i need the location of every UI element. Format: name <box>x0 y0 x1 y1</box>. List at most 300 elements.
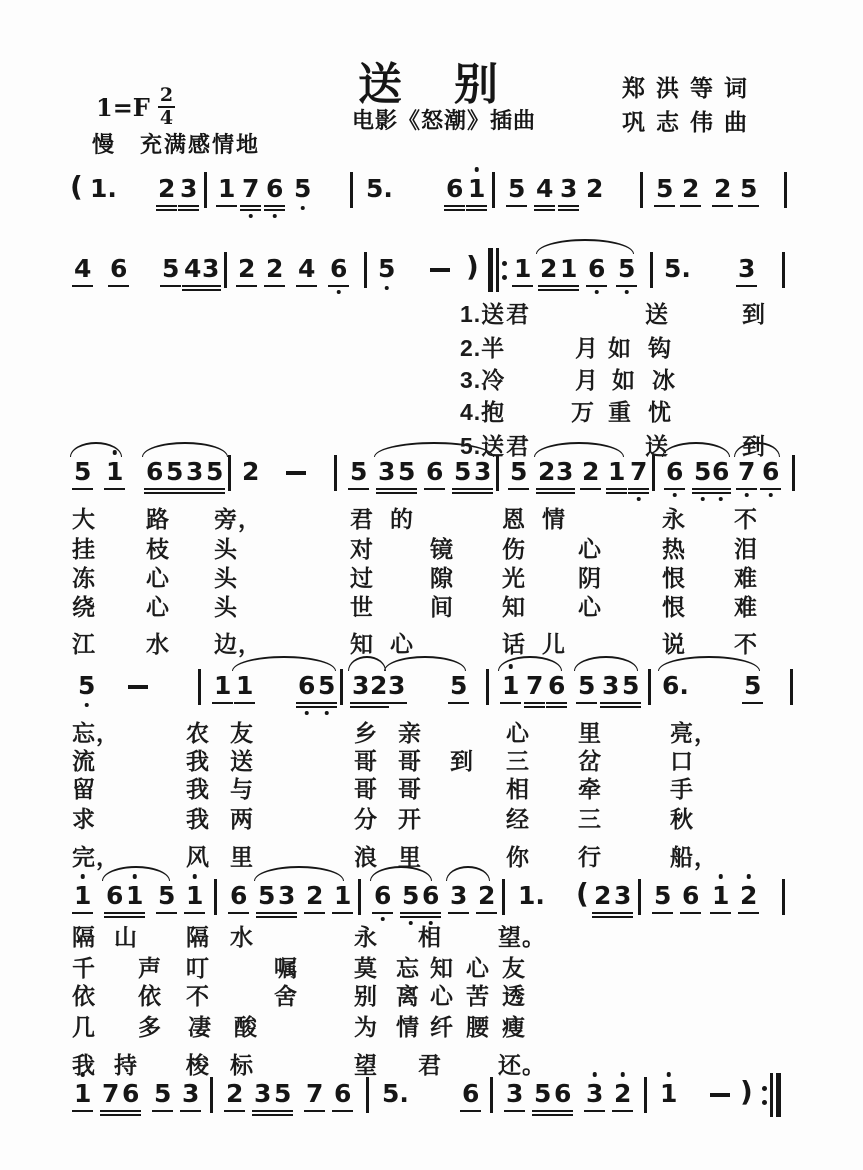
lyric-syllable: 1.送 <box>460 301 506 327</box>
note: 2 <box>242 457 260 486</box>
beam-underline <box>680 205 701 207</box>
slur-arc <box>254 866 344 881</box>
note: 7 <box>630 458 647 486</box>
lyric-syllable: 恩 <box>502 506 526 532</box>
beam-underline <box>538 285 559 287</box>
octave-dot-below <box>672 493 677 498</box>
lyric-syllable: 儿 <box>542 631 566 657</box>
note: 6 <box>330 255 347 283</box>
lyric-syllable: 不 <box>734 631 758 657</box>
beam-underline <box>420 912 441 914</box>
note: 2 <box>582 458 599 486</box>
beam-underline <box>710 912 731 914</box>
lyric-syllable: 难 <box>734 565 758 591</box>
lyric-syllable: 相 <box>418 924 442 950</box>
beam-underline <box>200 285 221 287</box>
beam-underline <box>332 912 353 914</box>
barline <box>640 172 643 208</box>
lyric-syllable: 5.送 <box>460 433 506 459</box>
barline <box>334 455 337 491</box>
lyric-syllable: 分 <box>354 806 378 832</box>
beam-underline <box>328 285 349 287</box>
beam-underline <box>532 1114 553 1116</box>
note: 6. <box>662 671 689 700</box>
beam-underline <box>276 916 297 918</box>
tempo-marking: 慢 充满感情地 <box>92 132 261 157</box>
slur-arc <box>662 442 730 457</box>
barline <box>364 252 367 288</box>
beam-underline <box>524 702 545 704</box>
beam-underline <box>616 285 637 287</box>
lyric-syllable: 隔 <box>72 924 96 950</box>
beam-underline <box>200 289 221 291</box>
lyric-syllable: 我 <box>186 776 210 802</box>
lyric-syllable: 三 <box>578 806 602 832</box>
beam-underline <box>144 492 165 494</box>
note: 6 <box>712 458 729 486</box>
beam-underline <box>272 1110 293 1112</box>
lyric-syllable: 热 <box>662 536 686 562</box>
lyric-syllable: 永 <box>662 506 686 532</box>
beam-underline <box>376 492 397 494</box>
beam-underline <box>180 1110 201 1112</box>
beam-underline <box>72 285 93 287</box>
note: 7 <box>242 175 259 203</box>
note: 3 <box>202 255 219 283</box>
octave-dot-below <box>272 214 277 219</box>
beam-underline <box>558 209 579 211</box>
lyric-syllable: 旁， <box>214 506 262 532</box>
lyric-syllable: 山 <box>114 924 138 950</box>
note: 3 <box>506 1080 523 1108</box>
lyric-syllable: 忘 <box>396 955 420 981</box>
lyric-syllable: 话 <box>502 631 526 657</box>
lyric-syllable: 求 <box>72 806 96 832</box>
lyric-syllable: 冰 <box>652 367 676 393</box>
beam-underline <box>124 912 145 914</box>
note: 6 <box>426 458 443 486</box>
octave-dot-below <box>324 711 329 716</box>
lyric-syllable: 莫 <box>354 955 378 981</box>
beam-underline <box>558 205 579 207</box>
lyric-syllable: 边， <box>214 631 262 657</box>
note: 5 <box>158 882 175 910</box>
beam-underline <box>512 285 533 287</box>
repeat-dots <box>762 1086 767 1105</box>
note: 5 <box>402 882 419 910</box>
lyric-syllable: 隔 <box>186 924 210 950</box>
note: 5 <box>162 255 179 283</box>
barline <box>790 669 793 705</box>
beam-underline <box>654 205 675 207</box>
lyric-syllable: 心 <box>430 983 454 1009</box>
lyric-syllable: 亮， <box>670 720 718 746</box>
lyric-syllable: 知 <box>502 594 526 620</box>
barline <box>358 879 361 915</box>
note: 1 <box>126 882 143 910</box>
note: 5 <box>274 1080 291 1108</box>
lyric-syllable: 依 <box>138 983 162 1009</box>
lyric-syllable: 光 <box>502 565 526 591</box>
beam-underline <box>256 912 277 914</box>
lyric-syllable: 风 <box>186 844 210 870</box>
beam-underline <box>276 912 297 914</box>
note: 1 <box>660 1080 677 1108</box>
beam-underline <box>712 205 733 207</box>
beam-underline <box>124 916 145 918</box>
lyric-syllable: 重 <box>608 399 632 425</box>
lyric-syllable: 恨 <box>662 565 686 591</box>
barline <box>204 172 207 208</box>
barline <box>784 172 787 208</box>
note: 6 <box>334 1080 351 1108</box>
beam-underline <box>612 1110 633 1112</box>
lyric-syllable: 不 <box>186 983 210 1009</box>
beam-underline <box>72 488 93 490</box>
beam-underline <box>164 488 185 490</box>
octave-dot-above <box>718 874 723 879</box>
lyric-syllable: 农 <box>186 720 210 746</box>
lyric-syllable: 梭 <box>186 1052 210 1078</box>
note: 3 <box>560 175 577 203</box>
note: 1 <box>560 255 577 283</box>
beam-underline <box>348 488 369 490</box>
lyric-syllable: 到 <box>742 433 766 459</box>
lyric-syllable: 持 <box>114 1052 138 1078</box>
note: 6 <box>298 672 315 700</box>
lyric-syllable: 望 <box>354 1052 378 1078</box>
lyric-syllable: 与 <box>230 776 254 802</box>
lyric-syllable: 恨 <box>662 594 686 620</box>
beam-underline <box>332 1110 353 1112</box>
beam-underline <box>592 916 613 918</box>
beam-underline <box>448 912 469 914</box>
beam-underline <box>500 702 521 704</box>
octave-dot-above <box>80 874 85 879</box>
lyric-syllable: 瘦 <box>502 1014 526 1040</box>
beam-underline <box>466 209 487 211</box>
note: 2 <box>158 175 175 203</box>
beam-underline <box>264 285 285 287</box>
lyric-syllable: 4.抱 <box>460 399 506 425</box>
lyric-syllable: 哥 <box>354 776 378 802</box>
lyric-syllable: 留 <box>72 776 96 802</box>
duration-dash <box>128 685 148 689</box>
beam-underline <box>272 1114 293 1116</box>
note: 5 <box>318 672 335 700</box>
beam-underline <box>178 205 199 207</box>
note: 5 <box>378 255 395 283</box>
lyric-syllable: 离 <box>396 983 420 1009</box>
beam-underline <box>304 1110 325 1112</box>
repeat-thin-bar <box>496 248 499 292</box>
note: 3 <box>556 458 573 486</box>
barline <box>340 669 343 705</box>
lyric-syllable: 为 <box>354 1014 378 1040</box>
note: 6 <box>374 882 391 910</box>
lyric-syllable: 我 <box>186 748 210 774</box>
beam-underline <box>372 912 393 914</box>
octave-dot-below <box>300 206 305 211</box>
octave-dot-below <box>304 711 309 716</box>
lyric-syllable: 相 <box>506 776 530 802</box>
note: 3 <box>378 458 395 486</box>
note: 6 <box>146 458 163 486</box>
beam-underline <box>184 492 205 494</box>
note: 2 <box>306 882 323 910</box>
repeat-end-sign <box>762 1073 781 1117</box>
beam-underline <box>376 488 397 490</box>
beam-underline <box>508 488 529 490</box>
lyric-syllable: 隙 <box>430 565 454 591</box>
note: 5 <box>622 672 639 700</box>
note: 3 <box>352 672 369 700</box>
lyric-syllable: 如 <box>612 367 636 393</box>
octave-dot-below <box>768 493 773 498</box>
note: 6 <box>110 255 127 283</box>
lyric-syllable: 秋 <box>670 806 694 832</box>
beam-underline <box>296 706 317 708</box>
lyric-syllable: 透 <box>502 983 526 1009</box>
song-title: 送别 <box>358 60 550 109</box>
lyric-syllable: 还。 <box>498 1052 546 1078</box>
beam-underline <box>184 912 205 914</box>
lyric-syllable: 君 <box>350 506 374 532</box>
beam-underline <box>504 1110 525 1112</box>
beam-underline <box>396 488 417 490</box>
beam-underline <box>104 916 125 918</box>
lyric-syllable: 开 <box>398 806 422 832</box>
beam-underline <box>680 912 701 914</box>
beam-underline <box>472 488 493 490</box>
repeat-dots <box>502 261 507 280</box>
beam-underline <box>466 205 487 207</box>
barline <box>224 252 227 288</box>
duration-dash <box>286 471 306 475</box>
octave-dot-below <box>84 703 89 708</box>
beam-underline <box>546 702 567 704</box>
note: 5. <box>664 254 691 283</box>
beam-underline <box>552 1114 573 1116</box>
note: 5 <box>508 175 525 203</box>
beam-underline <box>156 912 177 914</box>
lyric-syllable: 依 <box>72 983 96 1009</box>
note: 6 <box>554 1080 571 1108</box>
lyric-syllable: 伤 <box>502 536 526 562</box>
lyric-syllable: 知 <box>430 955 454 981</box>
note: 2 <box>614 1080 631 1108</box>
beam-underline <box>304 912 325 914</box>
lyric-syllable: 多 <box>138 1014 162 1040</box>
note: 5 <box>656 175 673 203</box>
octave-dot-below <box>744 493 749 498</box>
repeat-thin-bar <box>770 1073 773 1117</box>
beam-underline <box>620 706 641 708</box>
barline <box>644 1077 647 1113</box>
note: 6 <box>462 1080 479 1108</box>
lyric-syllable: 永 <box>354 924 378 950</box>
slur-arc <box>534 442 624 457</box>
lyric-syllable: 岔 <box>578 748 602 774</box>
lyric-syllable: 里 <box>578 720 602 746</box>
lyric-syllable: 完， <box>72 844 120 870</box>
beam-underline <box>184 488 205 490</box>
note: 4 <box>298 255 315 283</box>
lyric-syllable: 纤 <box>430 1014 454 1040</box>
beam-underline <box>586 285 607 287</box>
beam-underline <box>316 702 337 704</box>
parenthesis: ( <box>576 877 589 910</box>
barline <box>198 669 201 705</box>
note: 1 <box>218 175 235 203</box>
beam-underline <box>156 209 177 211</box>
octave-dot-above <box>192 874 197 879</box>
note: 2 <box>226 1080 243 1108</box>
beam-underline <box>452 488 473 490</box>
lyric-syllable: 镜 <box>430 536 454 562</box>
lyric-syllable: 泪 <box>734 536 758 562</box>
beam-underline <box>120 1114 141 1116</box>
beam-underline <box>736 488 757 490</box>
beam-underline <box>612 916 633 918</box>
beam-underline <box>460 1110 481 1112</box>
octave-dot-above <box>746 874 751 879</box>
lyric-syllable: 心 <box>390 631 414 657</box>
beam-underline <box>558 285 579 287</box>
beam-underline <box>164 492 185 494</box>
beam-underline <box>296 285 317 287</box>
beam-underline <box>534 209 555 211</box>
lyric-syllable: 阴 <box>578 565 602 591</box>
beam-underline <box>100 1110 121 1112</box>
beam-underline <box>620 702 641 704</box>
note: 2 <box>238 255 255 283</box>
barline <box>490 1077 493 1113</box>
barline <box>210 1077 213 1113</box>
lyric-syllable: 牵 <box>578 776 602 802</box>
beam-underline <box>538 289 559 291</box>
lyric-syllable: 哥 <box>398 748 422 774</box>
note: 2 <box>714 175 731 203</box>
beam-underline <box>738 205 759 207</box>
lyric-syllable: 情 <box>542 506 566 532</box>
duration-dash <box>710 1093 730 1097</box>
octave-dot-below <box>336 290 341 295</box>
note: 1 <box>468 175 485 203</box>
parenthesis: ) <box>466 250 479 283</box>
beam-underline <box>736 285 757 287</box>
lyric-syllable: 心 <box>146 565 170 591</box>
lyric-syllable: 两 <box>230 806 254 832</box>
lyric-syllable: 船， <box>670 844 718 870</box>
note: 6 <box>588 255 605 283</box>
note: 6 <box>446 175 463 203</box>
beam-underline <box>476 912 497 914</box>
note: 5 <box>294 175 311 203</box>
beam-underline <box>554 488 575 490</box>
note: 4 <box>184 255 201 283</box>
lyric-syllable: 三 <box>506 748 530 774</box>
note: 5 <box>618 255 635 283</box>
note: 1 <box>106 458 123 486</box>
lyric-syllable: 里 <box>230 844 254 870</box>
note: 5 <box>258 882 275 910</box>
note: 3 <box>186 458 203 486</box>
lyric-syllable: 别 <box>354 983 378 1009</box>
barline <box>782 879 785 915</box>
barline <box>782 252 785 288</box>
beam-underline <box>72 912 93 914</box>
beam-underline <box>400 916 421 918</box>
song-subtitle: 电影《怒潮》插曲 <box>352 108 537 133</box>
beam-underline <box>256 916 277 918</box>
beam-underline <box>592 912 613 914</box>
note: 1 <box>608 458 625 486</box>
lyric-syllable: 大 <box>72 506 96 532</box>
lyric-syllable: 乡 <box>354 720 378 746</box>
lyric-syllable: 万 <box>571 399 595 425</box>
lyric-syllable: 嘱 <box>274 955 298 981</box>
lyric-syllable: 行 <box>578 844 602 870</box>
beam-underline <box>144 488 165 490</box>
note: 3 <box>450 882 467 910</box>
key-label: 1=F <box>96 92 150 122</box>
beam-underline <box>606 488 627 490</box>
lyric-syllable: 世 <box>350 594 374 620</box>
barline <box>214 879 217 915</box>
beam-underline <box>506 205 527 207</box>
barline <box>648 669 651 705</box>
lyric-syllable: 2.半 <box>460 335 506 361</box>
note: 5 <box>154 1080 171 1108</box>
lyric-syllable: 过 <box>350 565 374 591</box>
lyric-syllable: 水 <box>146 631 170 657</box>
note: 6 <box>682 882 699 910</box>
slur-arc <box>142 442 228 457</box>
lyric-syllable: 钩 <box>648 335 672 361</box>
lyric-syllable: 送 <box>645 433 669 459</box>
note: 5 <box>166 458 183 486</box>
lyric-syllable: 君 <box>506 301 530 327</box>
lyric-syllable: 叮 <box>186 955 210 981</box>
lyric-syllable: 我 <box>186 806 210 832</box>
lyric-syllable: 如 <box>608 335 632 361</box>
beam-underline <box>104 912 125 914</box>
beam-underline <box>600 702 621 704</box>
note: 5 <box>534 1080 551 1108</box>
lyricist-credit: 郑洪等词 <box>622 75 758 101</box>
octave-dot-above <box>666 1072 671 1077</box>
lyric-syllable: 送 <box>230 748 254 774</box>
barline <box>366 1077 369 1113</box>
note: 1. <box>518 881 545 910</box>
lyric-syllable: 友 <box>502 955 526 981</box>
note: 3 <box>278 882 295 910</box>
note: 5. <box>366 174 393 203</box>
lyric-syllable: 头 <box>214 594 238 620</box>
parenthesis: ) <box>740 1075 753 1108</box>
octave-dot-below <box>636 497 641 502</box>
beam-underline <box>444 209 465 211</box>
lyric-syllable: 的 <box>390 506 414 532</box>
beam-underline <box>178 209 199 211</box>
lyric-syllable: 几 <box>72 1014 96 1040</box>
lyric-syllable: 望。 <box>498 924 546 950</box>
beam-underline <box>546 706 567 708</box>
barline <box>350 172 353 208</box>
octave-dot-above <box>592 1072 597 1077</box>
beam-underline <box>152 1110 173 1112</box>
